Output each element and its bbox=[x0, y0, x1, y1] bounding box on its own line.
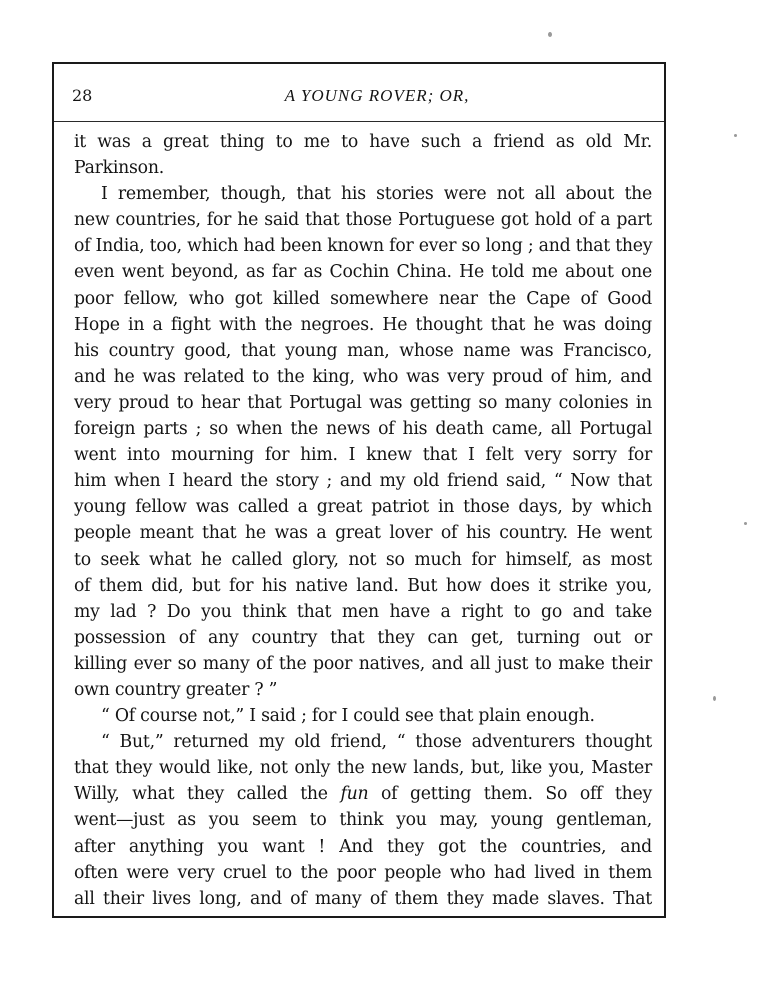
text-line: his country good, that young man, whose name was Francisco, bbox=[74, 340, 652, 361]
scan-speck bbox=[744, 522, 747, 525]
text-line: went into mourning for him. I knew that I felt very sorry for bbox=[74, 445, 652, 466]
header-rule bbox=[54, 121, 664, 122]
text-line: I remember, though, that his stories were not all about the bbox=[101, 184, 652, 205]
text-line: possession of any country that they can get, turning out or bbox=[74, 627, 652, 648]
text-line: Parkinson. bbox=[74, 158, 164, 179]
text-line: “ Of course not,” I said ; for I could see that plain enough. bbox=[101, 706, 595, 727]
text-line: of them did, but for his native land. But how does it strike you, bbox=[74, 575, 652, 596]
text-line: often were very cruel to the poor people who had lived in them bbox=[74, 862, 652, 883]
text-line: and he was related to the king, who was very proud of him, and bbox=[74, 366, 652, 387]
text-line: people meant that he was a great lover of his country. He went bbox=[74, 523, 652, 544]
text-line: foreign parts ; so when the news of his death came, all Portugal bbox=[74, 419, 652, 440]
text-segment: of getting them. So off they bbox=[381, 784, 652, 805]
scan-speck bbox=[713, 696, 716, 701]
text-line-with-italic bbox=[74, 781, 652, 807]
text-line: went—just as you seem to think you may, young gentleman, bbox=[74, 810, 652, 831]
text-line: young fellow was called a great patriot in those days, by which bbox=[74, 497, 652, 518]
page-header bbox=[72, 86, 652, 110]
text-line: of India, too, which had been known for ever so long ; and that they bbox=[74, 236, 653, 257]
text-line: killing ever so many of the poor natives, and all just to make their bbox=[74, 653, 652, 674]
text-line: poor fellow, who got killed somewhere near the Cape of Good bbox=[74, 288, 652, 309]
text-line: that they would like, not only the new lands, but, like you, Master bbox=[74, 758, 652, 779]
text-line: Hope in a fight with the negroes. He thought that he was doing bbox=[74, 314, 652, 335]
text-line: new countries, for he said that those Portuguese got hold of a part bbox=[74, 210, 652, 231]
text-line: very proud to hear that Portugal was getting so many colonies in bbox=[74, 392, 652, 413]
text-line: to seek what he called glory, not so much for himself, as most bbox=[74, 549, 652, 570]
scan-speck bbox=[734, 134, 737, 137]
text-line: even went beyond, as far as Cochin China. He told me about one bbox=[74, 262, 652, 283]
text-line: “ But,” returned my old friend, “ those adventurers thought bbox=[101, 732, 652, 753]
text-line: it was a great thing to me to have such a friend as old Mr. bbox=[74, 132, 652, 152]
text-line: after anything you want ! And they got the countries, and bbox=[74, 836, 652, 857]
page-number: 28 bbox=[72, 86, 93, 105]
body-text bbox=[74, 129, 652, 912]
text-line: all their lives long, and of many of them they made slaves. That bbox=[74, 888, 652, 909]
scan-speck bbox=[548, 32, 552, 37]
italic-word: fun bbox=[340, 784, 369, 805]
text-line: own country greater ? ” bbox=[74, 679, 278, 700]
text-line: my lad ? Do you think that men have a right to go and take bbox=[74, 601, 652, 622]
text-segment: Willy, what they called the bbox=[74, 784, 328, 805]
text-line: him when I heard the story ; and my old friend said, “ Now that bbox=[74, 471, 652, 492]
running-title: A YOUNG ROVER; OR, bbox=[284, 86, 470, 105]
